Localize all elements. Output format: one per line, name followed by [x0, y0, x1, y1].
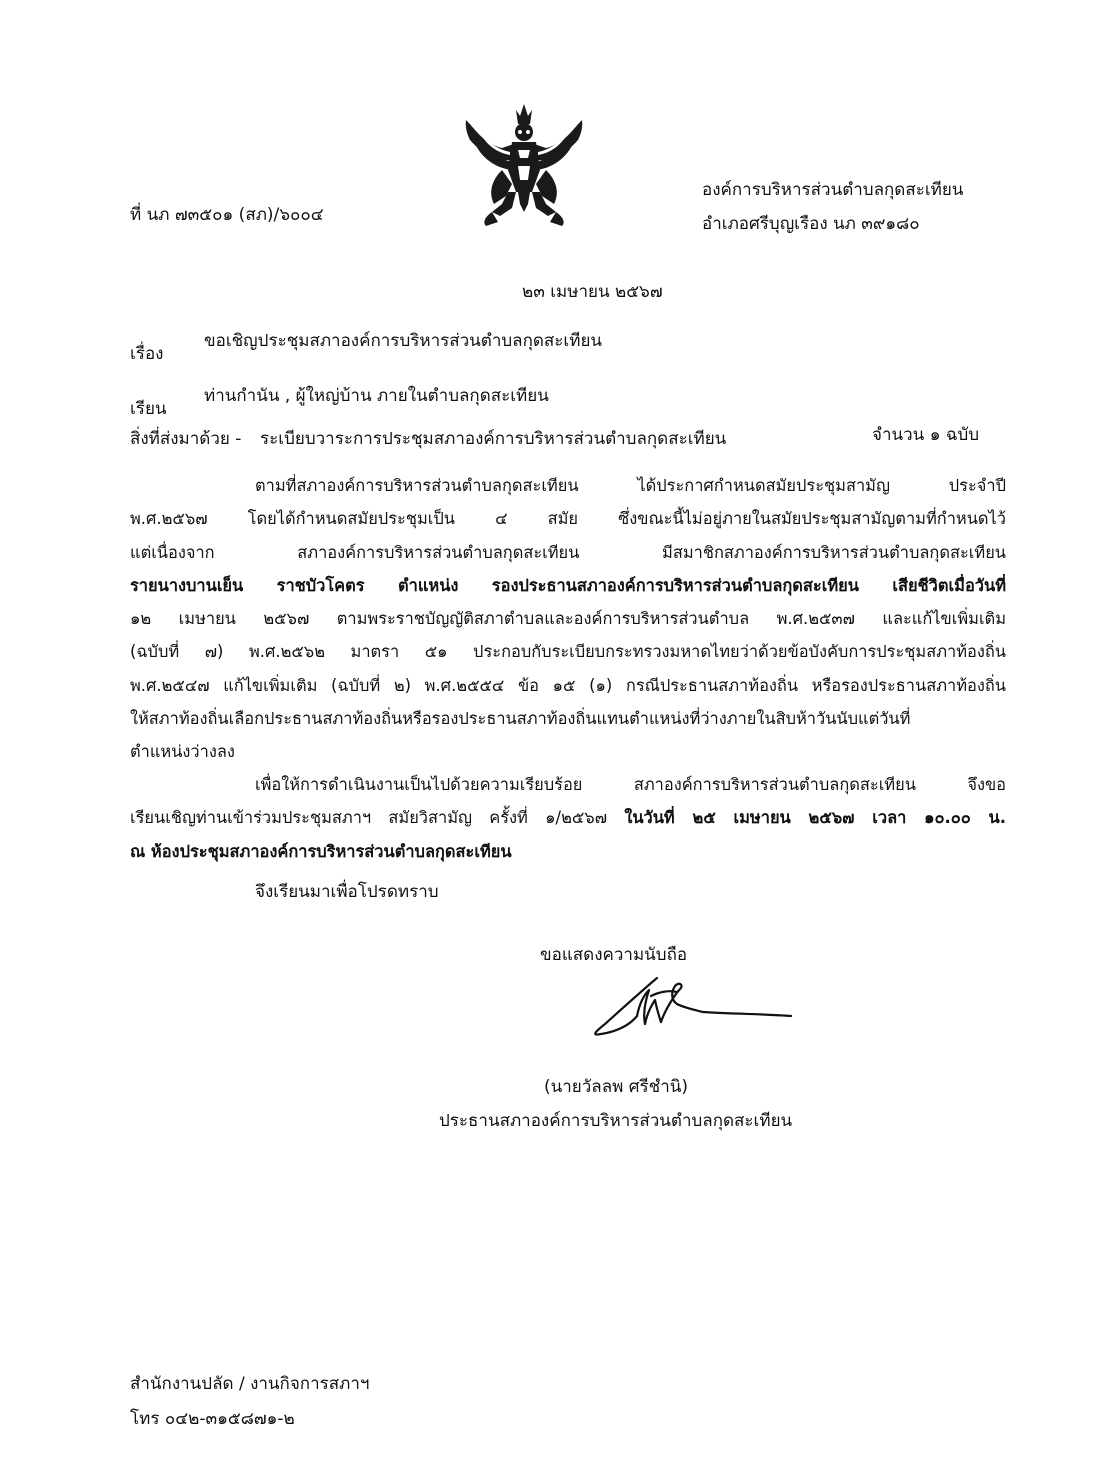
signer-name: (นายวัลลพ ศรีชำนิ) [544, 1077, 689, 1097]
paragraph-line-bold: รายนางบานเย็น ราชบัวโคตร ตำแหน่ง รองประธานสภาองค์การบริหารส่วนตำบลกุดสะเทียน เสียชีวิตเมื่อวันที่ [130, 575, 1006, 595]
closing-line: จึงเรียนมาเพื่อโปรดทราบ [255, 882, 439, 902]
garuda-emblem [462, 100, 586, 230]
paragraph-line: พ.ศ.๒๕๔๗ แก้ไขเพิ่มเติม (ฉบับที่ ๒) พ.ศ.๒๕๕๔ ข้อ ๑๕ (๑) กรณีประธานสภาท้องถิ่น หรือรองประธานสภาท้องถิ่น [130, 675, 1006, 695]
paragraph-line: ให้สภาท้องถิ่นเลือกประธานสภาท้องถิ่นหรือรองประธานสภาท้องถิ่นแทนตำแหน่งที่ว่างภายในสิบห้าวันนับแต่วันที่ [130, 709, 911, 729]
enclosure-quantity: จำนวน ๑ ฉบับ [872, 425, 980, 445]
subject-text: ขอเชิญประชุมสภาองค์การบริหารส่วนตำบลกุดสะเทียน [204, 331, 603, 351]
paragraph-line [130, 801, 1006, 834]
invitation-text: เรียนเชิญท่านเข้าร่วมประชุมสภาฯ สมัยวิสามัญ ครั้งที่ ๑/๒๕๖๗ [130, 808, 625, 828]
paragraph-line: (ฉบับที่ ๗) พ.ศ.๒๕๖๒ มาตรา ๕๑ ประกอบกับระเบียบกระทรวงมหาดไทยว่าด้วยข้อบังคับการประชุมสภาท้องถิ่น [130, 642, 1006, 662]
paragraph-line: พ.ศ.๒๕๖๗ โดยได้กำหนดสมัยประชุมเป็น ๔ สมัย ซึ่งขณะนี้ไม่อยู่ภายในสมัยประชุมสามัญตามที่กำหนดไว้ [130, 509, 1006, 529]
footer-office: สำนักงานปลัด / งานกิจการสภาฯ [130, 1374, 370, 1394]
organization-name: องค์การบริหารส่วนตำบลกุดสะเทียน [702, 180, 964, 200]
signer-title: ประธานสภาองค์การบริหารส่วนตำบลกุดสะเทียน [439, 1111, 793, 1131]
paragraph-line: แต่เนื่องจาก สภาองค์การบริหารส่วนตำบลกุดสะเทียน มีสมาชิกสภาองค์การบริหารส่วนตำบลกุดสะเทียน [130, 542, 1006, 562]
recipient-label: เรียน [130, 399, 167, 419]
letter-date: ๒๓ เมษายน ๒๕๖๗ [522, 282, 663, 302]
recipient-text: ท่านกำนัน , ผู้ใหญ่บ้าน ภายในตำบลกุดสะเทียน [204, 386, 549, 406]
paragraph-line: ตามที่สภาองค์การบริหารส่วนตำบลกุดสะเทียน ได้ประกาศกำหนดสมัยประชุมสามัญ ประจำปี [255, 476, 1006, 495]
paragraph-line: เพื่อให้การดำเนินงานเป็นไปด้วยความเรียบร้อย สภาองค์การบริหารส่วนตำบลกุดสะเทียน จึงขอ [255, 775, 1006, 794]
paragraph-line: ๑๒ เมษายน ๒๕๖๗ ตามพระราชบัญญัติสภาตำบลและองค์การบริหารส่วนตำบล พ.ศ.๒๕๓๗ และแก้ไขเพิ่มเติม [130, 609, 1006, 629]
regards-text: ขอแสดงความนับถือ [540, 945, 688, 965]
body-paragraph-2 [130, 768, 1006, 868]
body-paragraph-1 [130, 469, 1006, 769]
document-number: ที่ นภ ๗๓๕๐๑ (สภ)/๖๐๐๔ [130, 205, 324, 225]
paragraph-line: ตำแหน่งว่างลง [130, 742, 235, 762]
meeting-location: ณ ห้องประชุมสภาองค์การบริหารส่วนตำบลกุดสะเทียน [130, 841, 512, 861]
signature [585, 970, 795, 1042]
meeting-datetime: ในวันที่ ๒๕ เมษายน ๒๕๖๗ เวลา ๑๐.๐๐ น. [624, 808, 1006, 828]
footer-phone: โทร ๐๔๒-๓๑๕๘๗๑-๒ [130, 1409, 295, 1429]
enclosure-text: ระเบียบวาระการประชุมสภาองค์การบริหารส่วนตำบลกุดสะเทียน [260, 429, 727, 449]
enclosure-label: สิ่งที่ส่งมาด้วย - [130, 429, 242, 449]
subject-label: เรื่อง [130, 344, 164, 364]
organization-address: อำเภอศรีบุญเรือง นภ ๓๙๑๘๐ [702, 214, 920, 234]
